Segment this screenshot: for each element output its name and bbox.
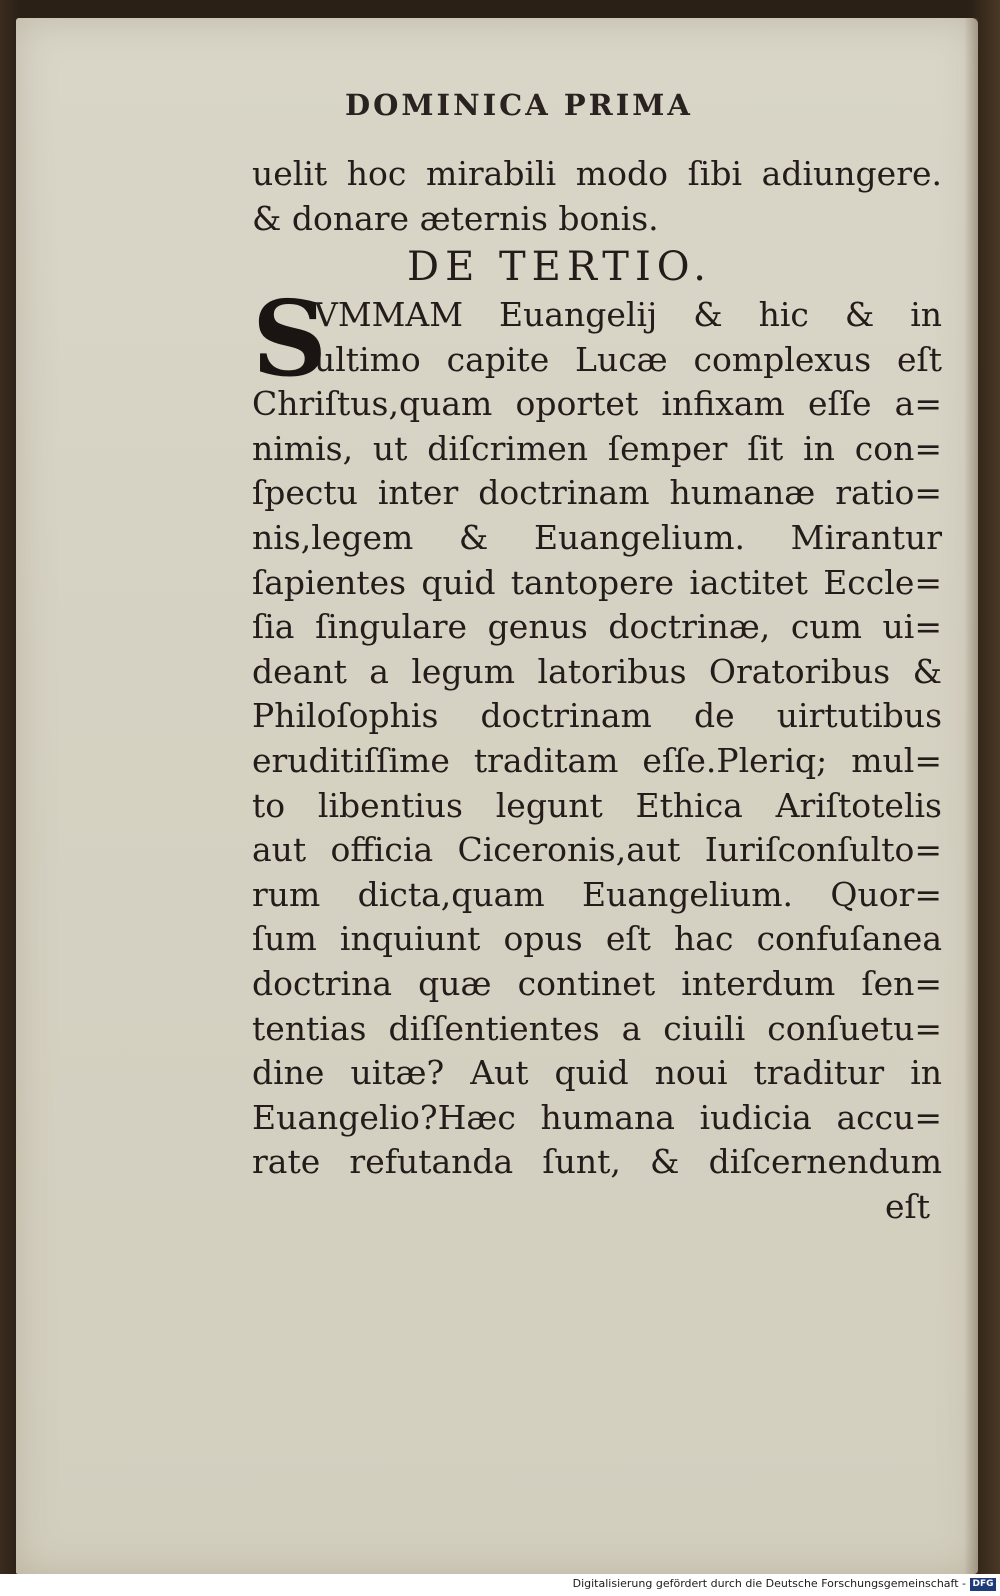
text-line: Chriſtus,quam oportet infixam eſſe a= <box>252 384 942 424</box>
text-line: nimis, ut diſcrimen ſemper ſit in con= <box>252 428 942 468</box>
dfg-logo-icon: DFG <box>970 1578 996 1591</box>
text-line: eruditiſſime traditam eſſe.Pleriq; mul= <box>252 740 942 780</box>
text-line: Euangelio?Hæc humana iudicia accu= <box>252 1097 942 1137</box>
footer-credit: Digitalisierung gefördert durch die Deutsche Forschungsgemeinschaft - <box>572 1577 966 1590</box>
text-line: & donare æternis bonis. <box>252 198 659 238</box>
text-line: rate refutanda ſunt, & diſcernendum <box>252 1142 942 1182</box>
section-heading: DE TERTIO. <box>407 244 712 291</box>
digitization-footer <box>0 1574 1000 1596</box>
drop-cap: S <box>252 277 328 401</box>
text-line: to libentius legunt Ethica Ariſtotelis <box>252 785 942 825</box>
text-line: ſapientes quid tantopere iactitet Eccle= <box>252 562 942 602</box>
text-line: ſpectu inter doctrinam humanæ ratio= <box>252 473 942 513</box>
running-head: DOMINICA PRIMA <box>345 88 693 122</box>
text-line: VMMAM Euangelij & hic & in <box>314 295 942 335</box>
drop-cap-paragraph-start <box>252 277 942 401</box>
text-block <box>252 152 942 1229</box>
text-line: dine uitæ? Aut quid noui traditur in <box>252 1053 942 1093</box>
text-line: Philoſophis doctrinam de uirtutibus <box>252 696 942 736</box>
text-line: nis,legem & Euangelium. Mirantur <box>252 517 942 557</box>
page-edge <box>964 18 978 1574</box>
text-line: doctrina quæ continet interdum ſen= <box>252 963 942 1003</box>
text-line: tentias diſſentientes a ciuili conſuetu= <box>252 1008 942 1048</box>
text-line: uelit hoc mirabili modo ſibi adiungere. <box>252 154 942 193</box>
text-line: deant a legum latoribus Oratoribus & <box>252 651 942 691</box>
text-line: rum dicta,quam Euangelium. Quor= <box>252 874 942 914</box>
catchword: eſt <box>884 1186 930 1226</box>
text-line: ultimo capite Lucæ complexus eſt <box>314 339 942 379</box>
text-line: aut officia Ciceronis,aut Iuriſconſulto= <box>252 830 942 870</box>
text-line: ſia ſingulare genus doctrinæ, cum ui= <box>252 607 942 647</box>
text-line: ſum inquiunt opus eſt hac confuſanea <box>252 919 942 959</box>
